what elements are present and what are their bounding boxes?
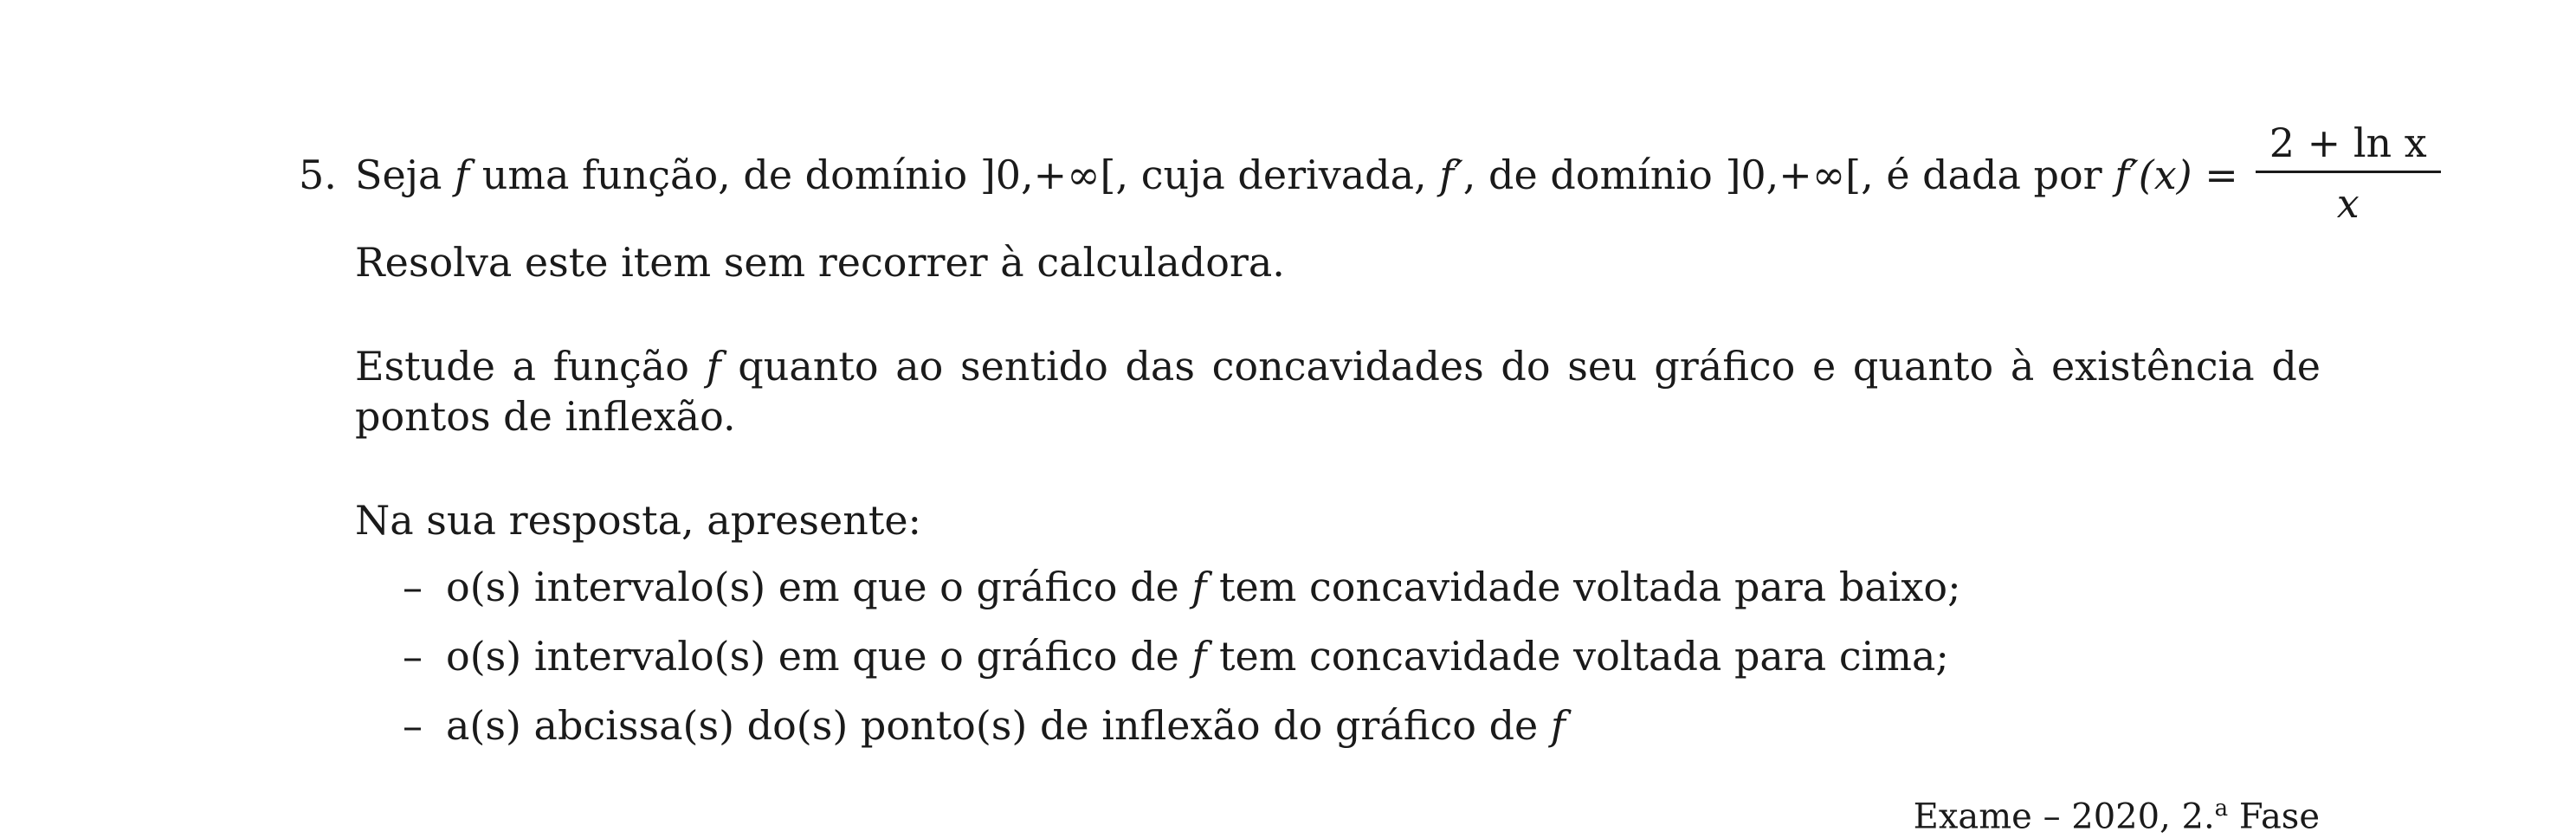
fraction-denominator: x xyxy=(2336,180,2360,228)
task-text-part-1: Estude a função xyxy=(355,343,707,390)
list-item-text: o(s) intervalo(s) em que o gráfico de f tem concavidade voltada para baixo; xyxy=(446,564,1961,610)
question-number: 5. xyxy=(299,151,337,198)
derivative-symbol: f′ xyxy=(1439,151,1463,198)
answer-prompt: Na sua resposta, apresente: xyxy=(355,497,922,544)
list-item xyxy=(403,563,1961,632)
exam-source: Exame – 2020, 2.$^a$ Fase xyxy=(1913,796,2320,837)
task-statement xyxy=(355,342,2334,442)
task-function-symbol: f xyxy=(706,343,721,390)
list-item-text: o(s) intervalo(s) em que o gráfico de f tem concavidade voltada para cima; xyxy=(446,633,1949,680)
task-text-part-2: quanto ao sentido das concavidades do seu gráfico e quanto à existência de pontos de inflexão. xyxy=(355,343,2334,440)
question-text-part-3: , de domínio ]0,+∞[, é dada por xyxy=(1462,151,2115,198)
dash-bullet: – xyxy=(403,564,423,610)
list-item xyxy=(403,632,1961,701)
question-text-part-1: Seja xyxy=(355,151,455,198)
answer-requirements-list xyxy=(403,563,1961,770)
dash-bullet: – xyxy=(403,702,423,749)
question-text-part-2: uma função, de domínio ]0,+∞[, cuja derivada, xyxy=(469,151,1440,198)
no-calculator-note: Resolva este item sem recorrer à calculadora. xyxy=(355,239,1285,286)
dash-bullet: – xyxy=(403,633,423,680)
function-symbol: f xyxy=(455,151,470,198)
fraction-numerator: 2 + ln x xyxy=(2256,119,2441,173)
derivative-expression: f′(x) = xyxy=(2114,151,2238,198)
list-item-text: a(s) abcissa(s) do(s) ponto(s) de inflexão do gráfico de f xyxy=(446,702,1566,749)
question-statement xyxy=(299,121,2441,229)
list-item xyxy=(403,701,1961,770)
derivative-fraction xyxy=(2256,119,2441,228)
